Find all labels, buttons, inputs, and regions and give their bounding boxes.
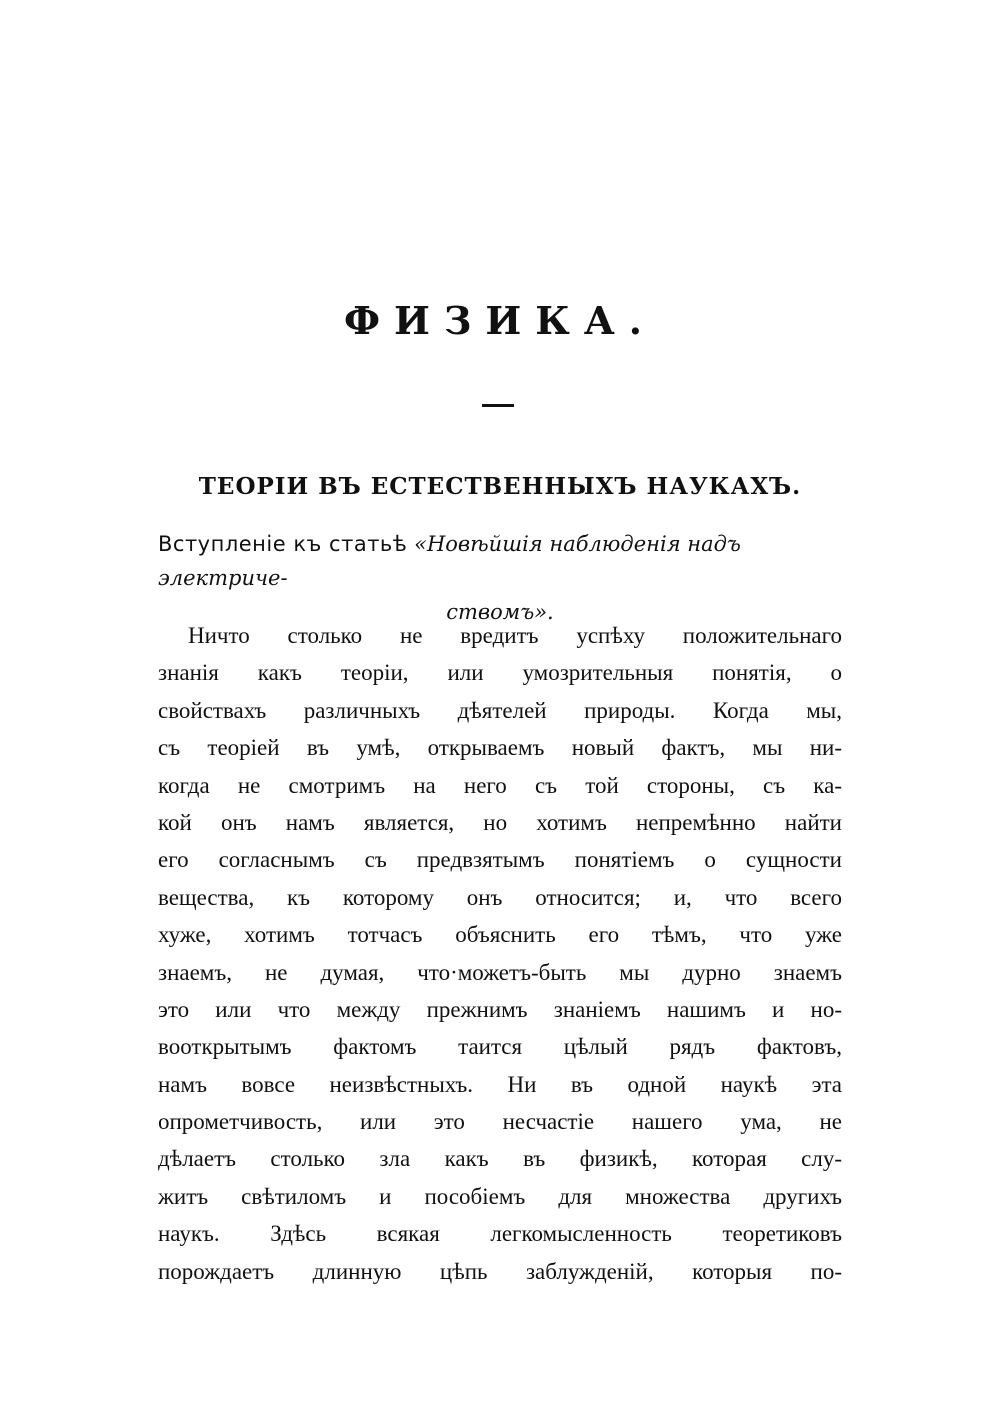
text-line: это или что между прежнимъ знаніемъ нашимъ и но- xyxy=(158,996,842,1022)
text-line: опрометчивость, или это несчастіе нашего ума, не xyxy=(158,1109,842,1135)
text-line: вещества, къ которому онъ относится; и, что всего xyxy=(158,884,842,910)
article-title: ТЕОРІИ ВЪ ЕСТЕСТВЕННЫХЪ НАУКАХЪ. xyxy=(198,473,802,500)
text-line: житъ свѣтиломъ и пособіемъ для множества другихъ xyxy=(158,1183,842,1209)
text-line: наукъ. Здѣсь всякая легкомысленность теоретиковъ xyxy=(158,1221,842,1247)
body-text xyxy=(158,617,842,1290)
section-title: ФИЗИКА. xyxy=(343,298,656,343)
text-line: Ничто столько не вредитъ успѣху положительнаго xyxy=(188,623,842,648)
title-divider xyxy=(482,404,514,407)
text-line: свойствахъ различныхъ дѣятелей природы. Когда мы, xyxy=(158,697,842,723)
subtitle-italic-2: ствомъ». xyxy=(446,600,554,624)
text-line: его согласнымъ съ предвзятымъ понятіемъ о сущности xyxy=(158,847,842,873)
text-line: знаемъ, не думая, что·можетъ-быть мы дурно знаемъ xyxy=(158,959,842,985)
text-line: намъ вовсе неизвѣстныхъ. Ни въ одной наукѣ эта xyxy=(158,1071,842,1097)
text-line: знанія какъ теоріи, или умозрительныя понятія, о xyxy=(158,660,842,686)
text-line: вооткрытымъ фактомъ таится цѣлый рядъ фактовъ, xyxy=(158,1034,842,1060)
subtitle-lead: Вступленіе къ статьѣ xyxy=(158,532,408,556)
text-line: порождаетъ длинную цѣпь заблужденій, которыя по- xyxy=(158,1258,842,1284)
text-line: когда не смотримъ на него съ той стороны, съ ка- xyxy=(158,772,842,798)
subtitle-italic-1: «Новѣйшія наблюденія надъ электриче- xyxy=(158,532,741,590)
text-line: хуже, хотимъ тотчасъ объяснить его тѣмъ, что уже xyxy=(158,922,842,948)
text-line: кой онъ намъ является, но хотимъ непремѣнно найти xyxy=(158,809,842,835)
text-line: съ теоріей въ умѣ, открываемъ новый фактъ, мы ни- xyxy=(158,735,842,761)
article-subtitle xyxy=(158,527,842,629)
text-line: дѣлаетъ столько зла какъ въ физикѣ, которая слу- xyxy=(158,1146,842,1172)
